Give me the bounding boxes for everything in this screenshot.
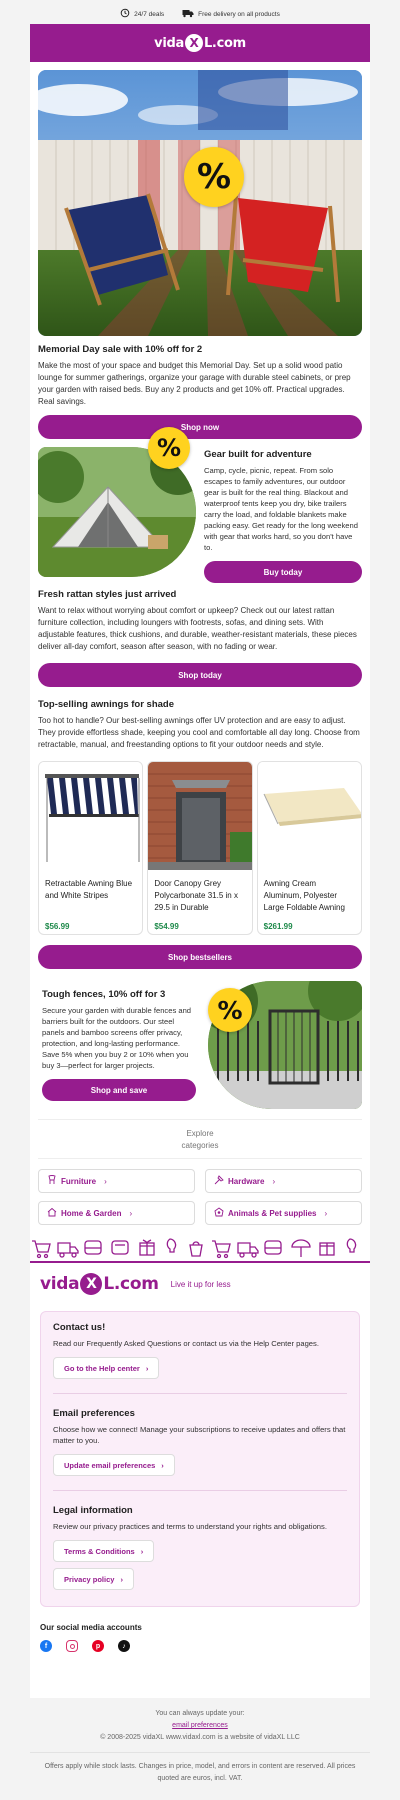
delivery-info	[182, 8, 280, 20]
deals-text: 24/7 deals	[134, 10, 165, 18]
divider	[53, 1490, 347, 1491]
fences-title: Tough fences, 10% off for 3	[42, 989, 166, 1000]
product-name: Door Canopy Grey Polycarbonate 31.5 in x 29.5 in Durable	[154, 879, 238, 912]
instagram-icon[interactable]	[66, 1640, 78, 1652]
percent-badge-icon: %	[184, 147, 244, 207]
privacy-button[interactable]	[53, 1568, 134, 1590]
product-image	[39, 762, 142, 870]
product-price: $261.99	[263, 922, 293, 931]
category-label: Animals & Pet supplies	[228, 1208, 317, 1218]
shop-now-button[interactable]: Shop now	[38, 415, 362, 439]
category-animals-pet[interactable]	[205, 1201, 362, 1225]
gear-section	[38, 434, 362, 577]
clock-24-icon	[120, 8, 130, 20]
product-card[interactable]	[147, 761, 252, 935]
copyright-text: © 2008-2025 vidaXL www.vidaxl.com is a website of vidaXL LLC	[100, 1734, 300, 1741]
button-label: Privacy policy	[64, 1574, 115, 1584]
email-prefs-title: Email preferences	[53, 1408, 135, 1419]
decorative-icon-band	[30, 1235, 370, 1263]
furniture-icon	[47, 1175, 57, 1187]
category-home-garden[interactable]	[38, 1201, 195, 1225]
divider	[30, 1752, 370, 1753]
shop-bestsellers-button[interactable]: Shop bestsellers	[38, 945, 362, 969]
vidaxl-logo[interactable]	[154, 34, 246, 52]
explore-heading	[38, 1128, 362, 1152]
chevron-right-icon: ›	[145, 1363, 149, 1373]
legal-title: Legal information	[53, 1505, 133, 1516]
logo-text-left: vida	[40, 1274, 80, 1294]
shop-today-button[interactable]: Shop today	[38, 663, 362, 687]
percent-badge-icon: %	[148, 427, 190, 469]
product-card[interactable]	[38, 761, 143, 935]
email-header	[30, 24, 370, 62]
explore-line-1: Explore	[186, 1129, 214, 1138]
chevron-right-icon: ›	[104, 1176, 107, 1186]
bottom-legal	[0, 1708, 400, 1785]
legal-text: Review our privacy practices and terms to understand your rights and obligations.	[53, 1522, 327, 1531]
product-price: $54.99	[154, 922, 179, 931]
divider	[38, 1158, 362, 1159]
chevron-right-icon: ›	[272, 1176, 276, 1186]
percent-badge-icon: %	[208, 988, 252, 1032]
delivery-text: Free delivery on all products	[198, 10, 280, 18]
category-grid	[38, 1169, 362, 1225]
chevron-right-icon: ›	[324, 1208, 328, 1218]
logo-x-mark: X	[80, 1273, 102, 1295]
product-grid	[38, 761, 362, 935]
chevron-right-icon: ›	[120, 1574, 123, 1584]
contact-title: Contact us!	[53, 1322, 106, 1333]
chevron-right-icon: ›	[129, 1208, 133, 1218]
rattan-title: Fresh rattan styles just arrived	[38, 589, 177, 600]
button-label: Go to the Help center	[64, 1363, 140, 1373]
category-label: Home & Garden	[61, 1208, 122, 1218]
button-label: Terms & Conditions	[64, 1546, 135, 1556]
email-prefs-link[interactable]: email preferences	[172, 1722, 228, 1729]
chevron-right-icon: ›	[161, 1460, 164, 1470]
update-text: You can always update your:	[155, 1710, 245, 1717]
explore-line-2: categories	[181, 1141, 219, 1150]
hero-title: Memorial Day sale with 10% off for 2	[38, 344, 203, 355]
terms-button[interactable]	[53, 1540, 154, 1562]
email-card	[30, 24, 370, 1698]
awnings-title: Top-selling awnings for shade	[38, 699, 175, 710]
home-icon	[47, 1207, 57, 1219]
product-price: $56.99	[45, 922, 70, 931]
contact-text: Read our Frequently Asked Questions or contact us via the Help Center pages.	[53, 1339, 319, 1348]
disclaimer-text: Offers apply while stock lasts. Changes in price, model, and errors in content are reserved. All prices quoted are euros, incl. VAT.	[44, 1763, 356, 1782]
logo-text-left: vida	[154, 35, 184, 51]
product-card[interactable]	[257, 761, 362, 935]
category-label: Furniture	[61, 1176, 97, 1186]
gear-text: Camp, cycle, picnic, repeat. From solo escapes to family adventures, our outdoor gear is built for the real thing. Blackout and waterproof tents keep you dry, bike trailers carry the load, and foldable blankets make packing easy. Get ready for the long weekend with gear that works hard, so you don't have to.	[204, 466, 358, 552]
rattan-text: Want to relax without worrying about comfort or upkeep? Check out our latest rattan furniture collection, including loungers with footrests, sofas, and dining sets. With adjustable features, thick cushions, and durable, weather-resistant materials, these pieces deliver all-day comfort, season after season, with no fading or wear.	[38, 606, 357, 651]
product-image	[258, 762, 361, 870]
category-label: Hardware	[228, 1176, 265, 1186]
product-name: Retractable Awning Blue and White Stripes	[45, 879, 133, 900]
help-center-button[interactable]	[53, 1357, 159, 1379]
pinterest-icon[interactable]: p	[92, 1640, 104, 1652]
hardware-icon	[214, 1175, 224, 1187]
pet-icon	[214, 1207, 224, 1219]
button-label: Update email preferences	[64, 1460, 156, 1470]
brand-row	[30, 1263, 370, 1295]
social-title: Our social media accounts	[40, 1623, 142, 1632]
logo-x-mark: X	[185, 34, 203, 52]
product-image	[148, 762, 251, 870]
facebook-icon[interactable]: f	[40, 1640, 52, 1652]
brand-tagline: Live it up for less	[170, 1279, 231, 1289]
fences-text: Secure your garden with durable fences and barriers built for the outdoors. Our steel panels and bamboo screens offer privacy, protection, and long-lasting performance. Save 5% when you buy 2 or 10% when you buy 3—perfect for larger projects.	[42, 1006, 192, 1070]
email-prefs-text: Choose how we connect! Manage your subscriptions to receive updates and offers that matter to you.	[53, 1425, 346, 1445]
logo-text-right: L.com	[103, 1274, 159, 1294]
divider	[53, 1393, 347, 1394]
category-furniture[interactable]	[38, 1169, 195, 1193]
category-hardware[interactable]	[205, 1169, 362, 1193]
tiktok-icon[interactable]: ♪	[118, 1640, 130, 1652]
fences-section	[38, 981, 362, 1109]
chevron-right-icon: ›	[140, 1546, 144, 1556]
awnings-text: Too hot to handle? Our best-selling awnings offer UV protection and are easy to adjust. They provide effortless shade, keeping you cool and comfortable all day long. Choose from retractable, manual, and freestanding options to fit your outdoor needs and style.	[38, 716, 360, 749]
social-section	[30, 1607, 370, 1652]
logo-text-right: L.com	[203, 35, 246, 51]
divider	[38, 1119, 362, 1120]
truck-icon	[182, 8, 194, 20]
deals-info	[120, 8, 164, 20]
hero-text: Make the most of your space and budget this Memorial Day. Set up a solid wood patio lounge for summer gatherings, organize your garage with durable steel cabinets, or prep your garden with raised beds. Buy any 2 products and get 10% off. Practical upgrades. Real savings.	[38, 361, 351, 406]
gear-title: Gear built for adventure	[204, 449, 312, 460]
product-name: Awning Cream Aluminum, Polyester Large Foldable Awning	[263, 879, 345, 912]
footer-info-box	[40, 1311, 360, 1607]
vidaxl-footer-logo[interactable]	[40, 1273, 159, 1295]
hero-image[interactable]	[38, 70, 362, 336]
update-email-prefs-button[interactable]	[53, 1454, 175, 1476]
buy-today-button[interactable]: Buy today	[204, 561, 362, 583]
shop-and-save-button[interactable]: Shop and save	[42, 1079, 196, 1101]
